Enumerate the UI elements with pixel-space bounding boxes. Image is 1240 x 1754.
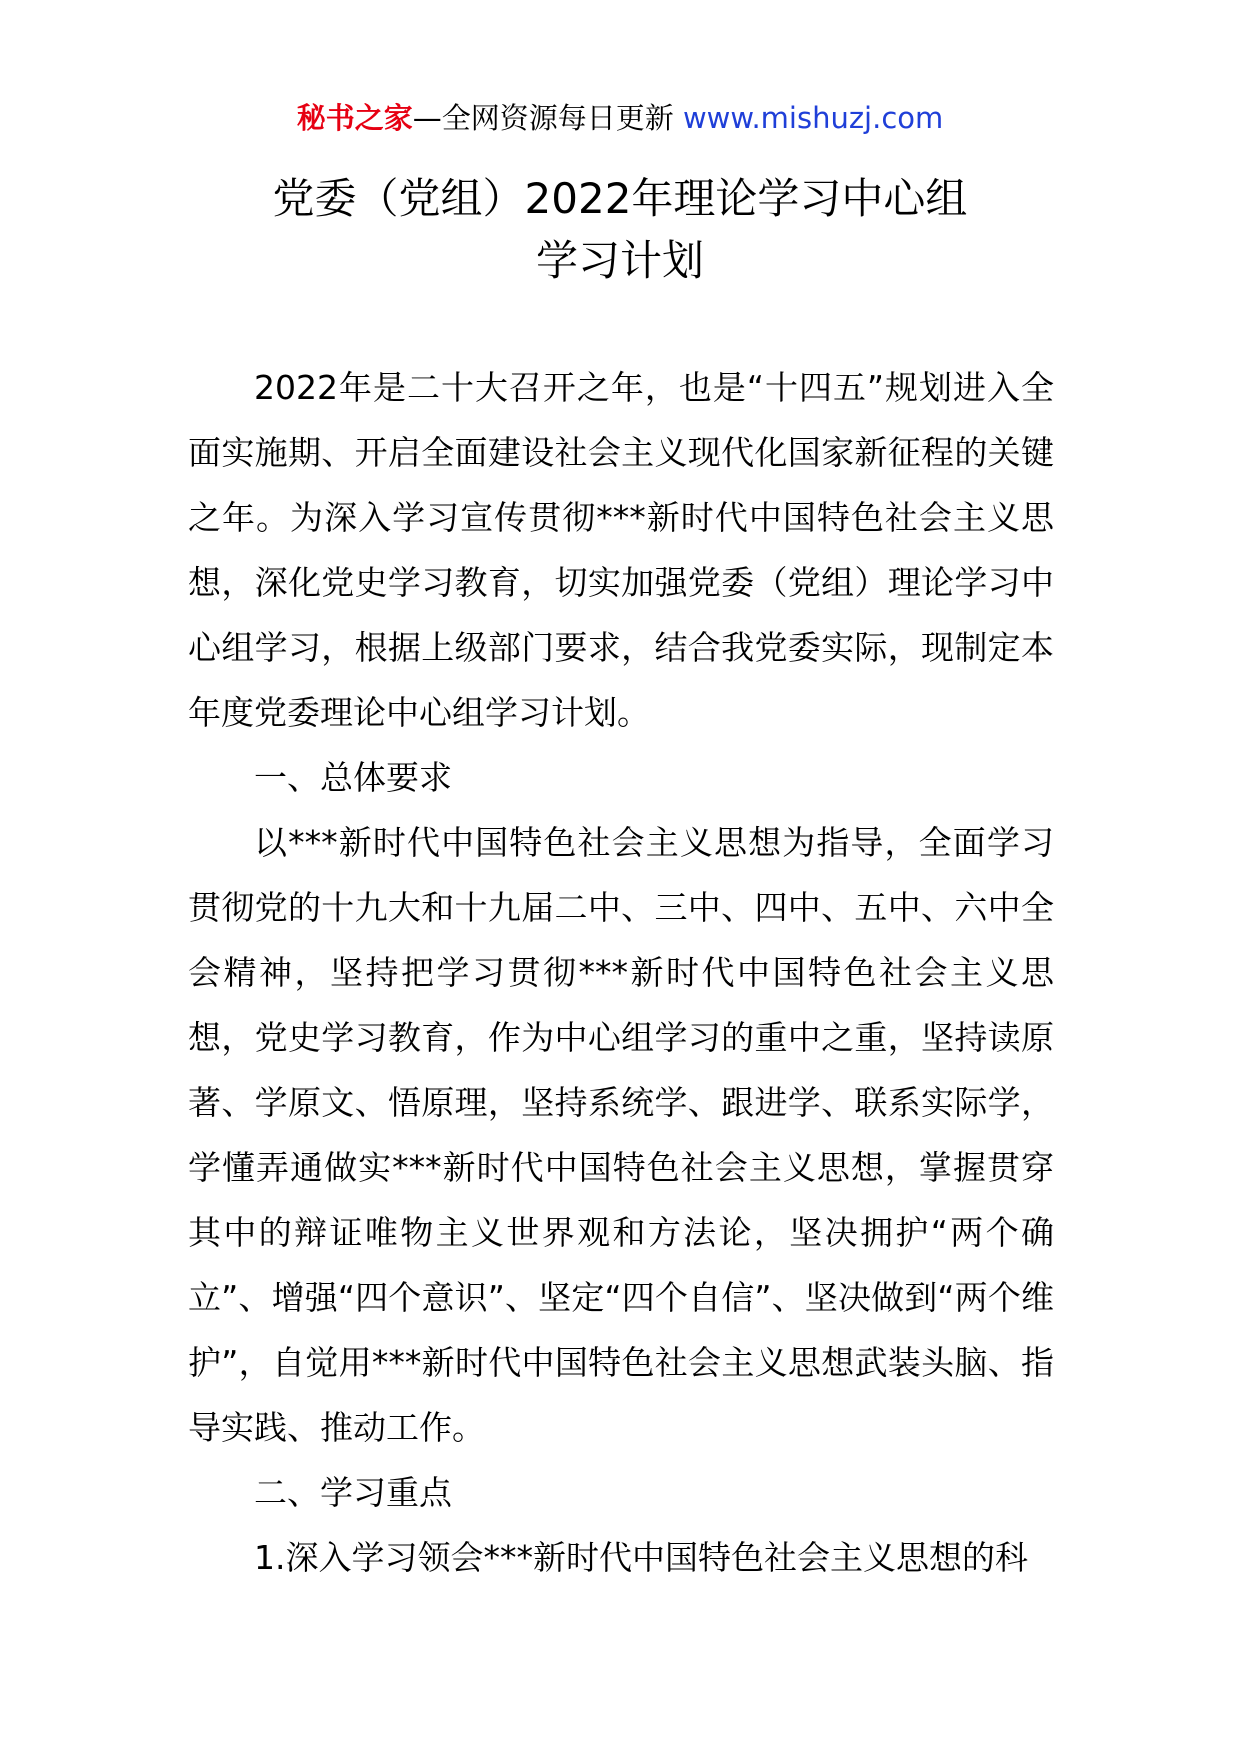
title-line-2: 学习计划 [535, 236, 704, 285]
study-focus-item-1: 1.深入学习领会***新时代中国特色社会主义思想的科 [254, 1538, 1028, 1577]
title-line-1: 党委（党组）2022年理论学习中心组 [272, 174, 968, 223]
section-heading-study-focus: 二、学习重点 [254, 1473, 452, 1512]
document-title [0, 168, 1240, 292]
intro-paragraph: 2022年是二十大召开之年，也是“十四五”规划进入全面实施期、开启全面建设社会主义现代化国家新征程的关键之年。为深入学习宣传贯彻***新时代中国特色社会主义思想，深化党史学习教育，切实加强党委（党组）理论学习中心组学习，根据上级部门要求，结合我党委实际，现制定本年度党委理论中心组学习计划。 [188, 368, 1054, 732]
document-body [188, 355, 1054, 1590]
section-heading-general-requirements: 一、总体要求 [254, 758, 452, 797]
site-brand: 秘书之家 [296, 101, 413, 135]
site-banner [0, 98, 1240, 139]
general-requirements-paragraph: 以***新时代中国特色社会主义思想为指导，全面学习贯彻党的十九大和十九届二中、三中、四中、五中、六中全会精神，坚持把学习贯彻***新时代中国特色社会主义思想，党史学习教育，作为中心组学习的重中之重，坚持读原著、学原文、悟原理，坚持系统学、跟进学、联系实际学，学懂弄通做实***新时代中国特色社会主义思想，掌握贯穿其中的辩证唯物主义世界观和方法论，坚决拥护“两个确立”、增强“四个意识”、坚定“四个自信”、坚决做到“两个维护”，自觉用***新时代中国特色社会主义思想武装头脑、指导实践、推动工作。 [188, 823, 1054, 1447]
site-url-link[interactable]: www.mishuzj.com [682, 101, 944, 135]
site-slogan: —全网资源每日更新 [412, 101, 674, 135]
